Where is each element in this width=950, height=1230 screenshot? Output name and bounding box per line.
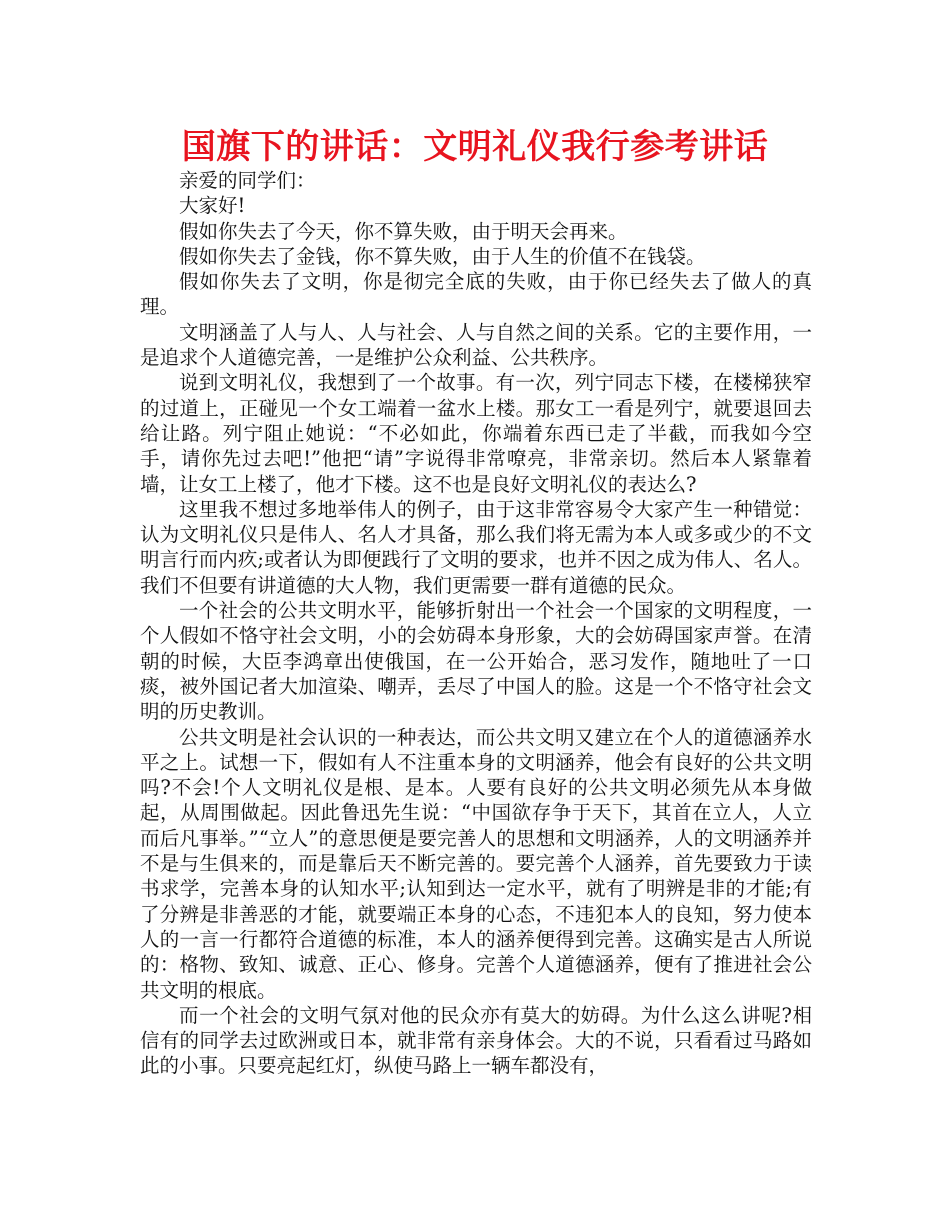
paragraph: 假如你失去了文明，你是彻完全底的失败，由于你已经失去了做人的真理。 [140, 270, 812, 319]
paragraph: 大家好! [179, 194, 246, 218]
paragraph: 假如你失去了金钱，你不算失败，由于人生的价值不在钱袋。 [179, 244, 706, 268]
paragraph: 亲爱的同学们： [179, 169, 316, 192]
paragraph: 假如你失去了今天，你不算失败，由于明天会再来。 [179, 219, 628, 243]
paragraph: 文明涵盖了人与人、人与社会、人与自然之间的关系。它的主要作用，一是追求个人道德完善，一是维护公众利益、公共秩序。 [140, 320, 812, 370]
paragraph: 说到文明礼仪，我想到了一个故事。有一次，列宁同志下楼，在楼梯狭窄的过道上，正碰见一个女工端着一盆水上楼。那女工一看是列宁，就要退回去给让路。列宁阻止她说：“不必如此，你端着东西已走了半截，而我如今空手，请你先过去吧!”他把“请”字说得非常嘹亮，非常亲切。然后本人紧靠着墙，让女工上楼了，他才下楼。这不也是良好文明礼仪的表达么? [140, 371, 812, 496]
paragraph: 这里我不想过多地举伟人的例子，由于这非常容易令大家产生一种错觉：认为文明礼仪只是伟人、名人才具备，那么我们将无需为本人或多或少的不文明言行而内疚;或者认为即便践行了文明的要求，也并不因之成为伟人、名人。我们不但要有讲道德的大人物，我们更需要一群有道德的民众。 [140, 497, 812, 597]
paragraph: 公共文明是社会认识的一种表达，而公共文明又建立在个人的道德涵养水平之上。试想一下，假如有人不注重本身的文明涵养，他会有良好的公共文明吗?不会!个人文明礼仪是根、是本。人要有良好的公共文明必须先从本身做起，从周围做起。因此鲁迅先生说：“中国欲存争于天下，其首在立人，人立而后凡事举。”“立人”的意思便是要完善人的思想和文明涵养，人的文明涵养并不是与生俱来的，而是靠后天不断完善的。要完善个人涵养，首先要致力于读书求学，完善本身的认知水平;认知到达一定水平，就有了明辨是非的才能;有了分辨是非善恶的才能，就要端正本身的心态，不违犯本人的良知，努力使本人的一言一行都符合道德的标准，本人的涵养便得到完善。这确实是古人所说的：格物、致知、诚意、正心、修身。完善个人道德涵养，便有了推进社会公共文明的根底。 [140, 725, 812, 1002]
document-title: 国旗下的讲话：文明礼仪我行参考讲话 [181, 127, 769, 167]
paragraph: 一个社会的公共文明水平，能够折射出一个社会一个国家的文明程度，一个人假如不恪守社会文明，小的会妨碍本身形象，大的会妨碍国家声誉。在清朝的时候，大臣李鸿章出使俄国，在一公开始合，恶习发作，随地吐了一口痰，被外国记者大加渲染、嘲弄，丢尽了中国人的脸。这是一个不恪守社会文明的历史教训。 [140, 599, 812, 724]
paragraph: 而一个社会的文明气氛对他的民众亦有莫大的妨碍。为什么这么讲呢?相信有的同学去过欧洲或日本，就非常有亲身体会。大的不说，只看看过马路如此的小事。只要亮起红灯，纵使马路上一辆车都没有， [140, 1003, 812, 1078]
document-body [140, 168, 812, 1079]
